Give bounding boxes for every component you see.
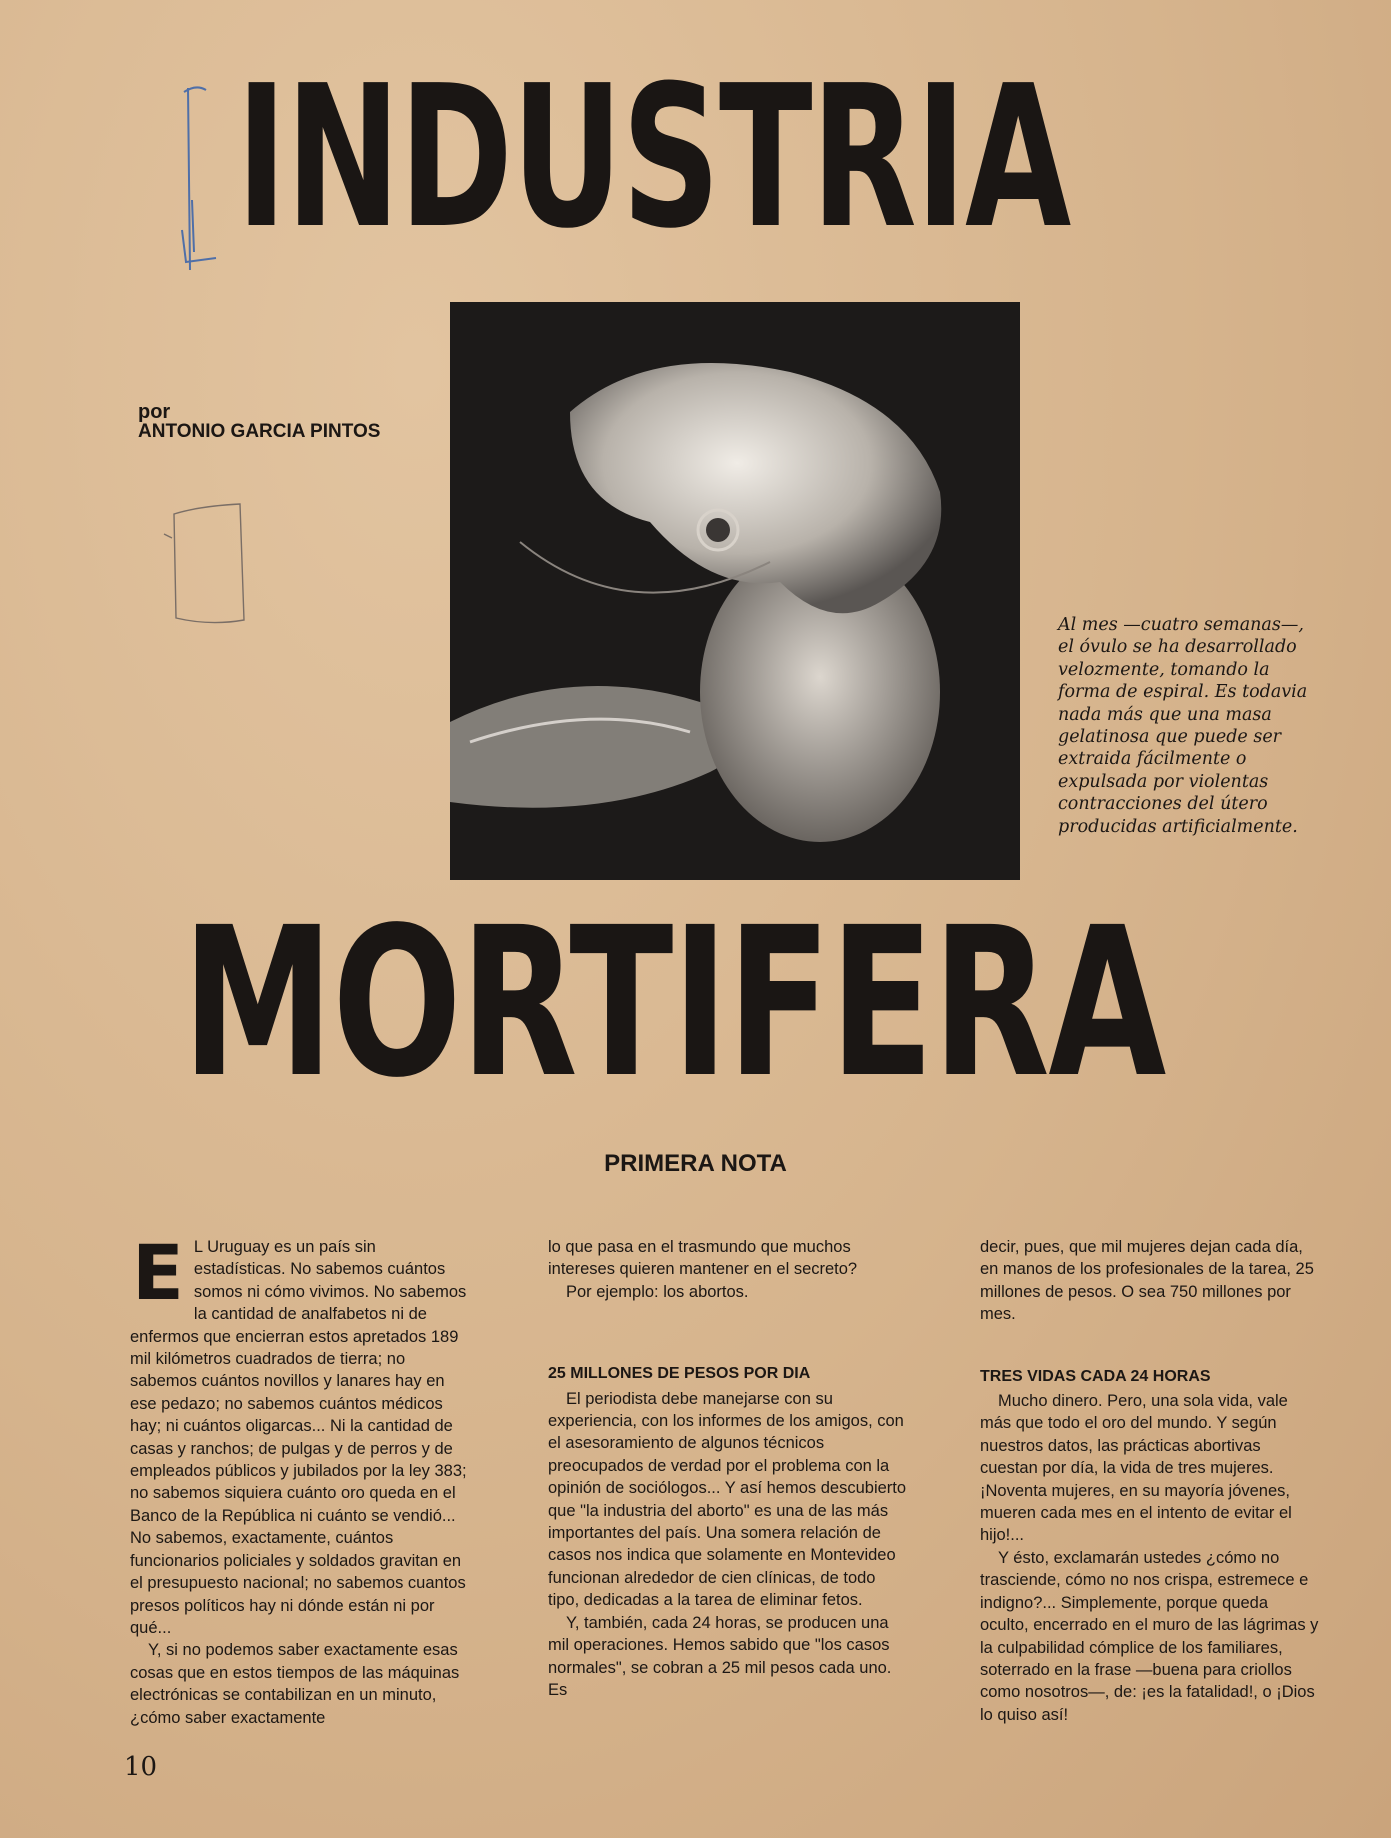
dropcap: E: [132, 1228, 184, 1317]
col2-paragraph-4: Y, también, cada 24 horas, se producen una mil operaciones. Hemos sabido que "los casos normales", se cobran a 25 mil pesos cada uno. Es: [548, 1613, 892, 1699]
col3-paragraph-1: decir, pues, que mil mujeres dejan cada día, en manos de los profesionales de la tarea, 25 millones de pesos. O sea 750 millones por mes.: [980, 1238, 1314, 1324]
col3-paragraph-3: Y ésto, exclamarán ustedes ¿cómo no trasciende, cómo no nos crispa, estremece e indigno?... Simplemente, porque queda oculto, encerrado en el muro de las lágrimas y la culpabilidad cómplice de los familiares, soterrado en la frase —buena para criollos como nosotros—, de: ¡es la fatalidad!, o ¡Dios lo quiso así!: [980, 1548, 1319, 1724]
embryo-photo: [450, 302, 1020, 880]
column-3: [980, 1236, 1320, 1726]
col2-heading: 25 MILLONES DE PESOS POR DIA: [548, 1365, 811, 1383]
page-number: 10: [124, 1752, 158, 1782]
byline-prefix: por: [138, 401, 171, 423]
pencil-mark-box: [160, 494, 260, 634]
byline: [138, 402, 380, 442]
col3-heading: TRES VIDAS CADA 24 HORAS: [980, 1367, 1211, 1385]
col2-paragraph-2: Por ejemplo: los abortos.: [566, 1282, 749, 1301]
col2-paragraph-3: El periodista debe manejarse con su experiencia, con los informes de los amigos, con el asesoramiento de algunos técnicos preocupados de verdad por el problema con la opinión de sociólogos... Y así hemos descubierto que "la industria del aborto" es una de las más importantes del país. Una somera relación de casos nos indica que solamente en Montevideo funcionan alrededor de cien clínicas, de todo tipo, dedicadas a la tarea de eliminar fetos.: [548, 1389, 907, 1610]
column-1: [130, 1228, 470, 1729]
subhead: PRIMERA NOTA: [604, 1150, 787, 1177]
col2-paragraph-1: lo que pasa en el trasmundo que muchos intereses quieren mantener en el secreto?: [548, 1238, 858, 1279]
col1-paragraph-1: L Uruguay es un país sin estadísticas. No sabemos cuántos somos ni cómo vivimos. No sabemos la cantidad de analfabetos ni de enfermos que encierran estos apretados 189 mil kilómetros cuadrados de tierra; no sabemos cuántos novillos y lanares hay en ese pedazo; no sabemos cuántos médicos hay; ni cuántos oligarcas... Ni la cantidad de casas y ranchos; de pulgas y de perros y de empleados públicos y jubilados por la ley 383; no sabemos siquiera cuánto oro queda en el Banco de la República ni cuánto se vendió... No sabemos, exactamente, cuántos funcionarios policiales y soldados gravitan en el presupuesto nacional; no sabemos cuantos presos políticos hay ni dónde están ni por qué...: [130, 1238, 467, 1637]
photo-caption: Al mes —cuatro semanas—, el óvulo se ha desarrollado velozmente, tomando la forma de espiral. Es todavia nada más que una masa gelatinosa que puede ser extraida fácilmente o expulsada por violentas contracciones del útero producidas artificialmente.: [1058, 615, 1308, 837]
col1-paragraph-2: Y, si no podemos saber exactamente esas cosas que en estos tiempos de las máquinas electrónicas se contabilizan en un minuto, ¿cómo saber exactamente: [130, 1641, 460, 1727]
pencil-mark-top: [176, 80, 226, 280]
headline-bottom: MORTIFERA: [182, 883, 1165, 1123]
headline-top: INDUSTRIA: [236, 44, 1070, 272]
col3-paragraph-2: Mucho dinero. Pero, una sola vida, vale más que todo el oro del mundo. Y según nuestros datos, las prácticas abortivas cuestan por día, la vida de tres mujeres. ¡Noventa mujeres, en su mayoría jóvenes, mueren cada mes en el intento de evitar el hijo!...: [980, 1392, 1292, 1545]
column-2: [548, 1236, 910, 1701]
byline-author: ANTONIO GARCIA PINTOS: [138, 421, 381, 442]
